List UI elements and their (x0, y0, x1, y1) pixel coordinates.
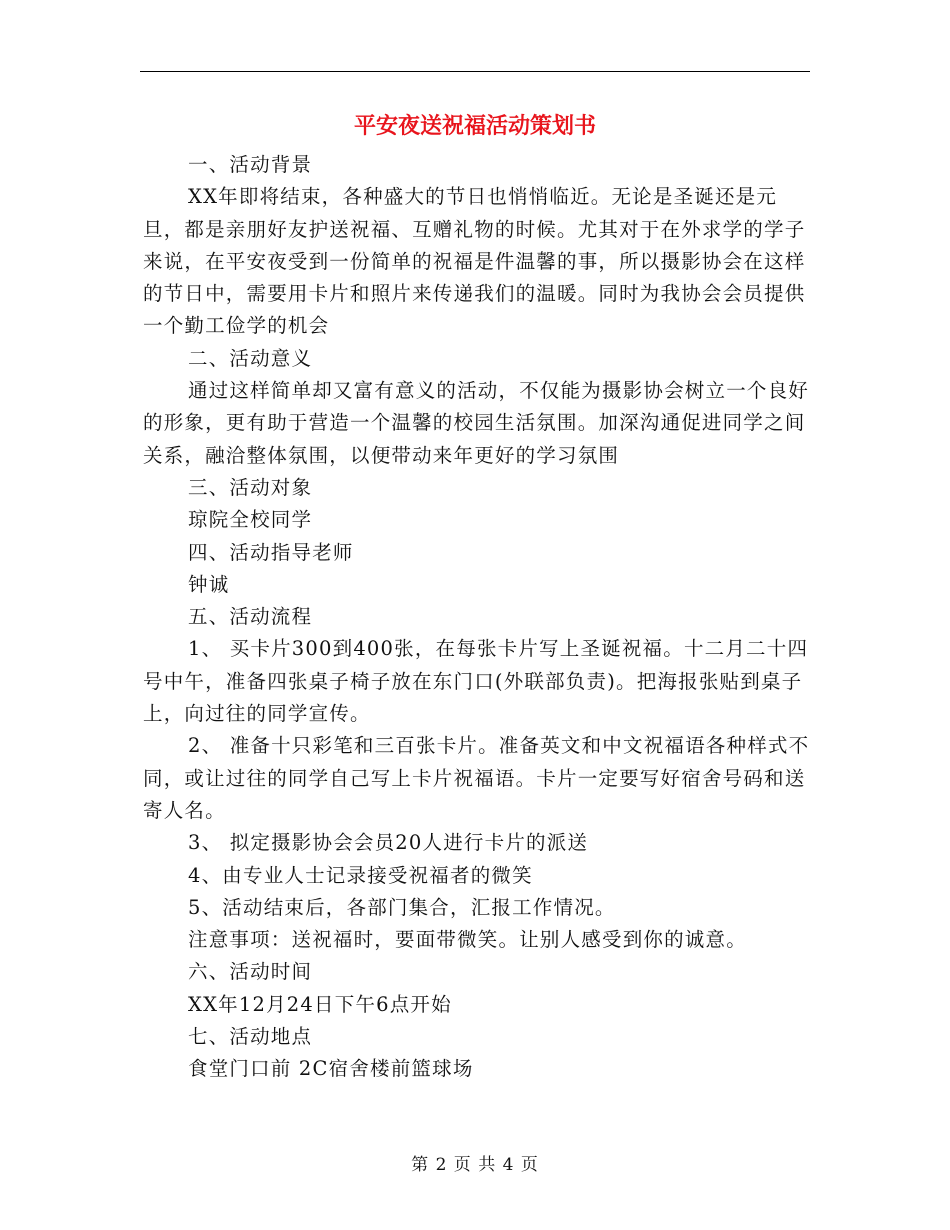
paragraph-time: XX年12月24日下午6点开始 (188, 992, 452, 1016)
section-heading-process: 五、活动流程 (188, 605, 313, 629)
process-step-4: 4、由专业人士记录接受祝福者的微笑 (188, 863, 533, 887)
document-title: 平安夜送祝福活动策划书 (353, 113, 596, 139)
page-number-footer: 第 2 页 共 4 页 (411, 1155, 539, 1175)
section-heading-time: 六、活动时间 (188, 960, 313, 984)
process-step-3: 3、 拟定摄影协会会员20人进行卡片的派送 (188, 831, 589, 855)
paragraph-significance: 通过这样简单却又富有意义的活动，不仅能为摄影协会树立一个良好的形象，更有助于营造一个温馨的校园生活氛围。加深沟通促进同学之间关系，融洽整体氛围，以便带动来年更好的学习氛围 (143, 379, 810, 467)
paragraph-notes: 注意事项：送祝福时，要面带微笑。让别人感受到你的诚意。 (188, 928, 747, 952)
paragraph-audience: 琼院全校同学 (188, 508, 313, 532)
section-heading-advisor: 四、活动指导老师 (188, 540, 354, 564)
process-step-5: 5、活动结束后，各部门集合，汇报工作情况。 (188, 895, 616, 919)
process-step-2: 2、 准备十只彩笔和三百张卡片。准备英文和中文祝福语各种样式不同，或让过往的同学自己写上卡片祝福语。卡片一定要写好宿舍号码和送寄人名。 (143, 734, 810, 822)
paragraph-advisor: 钟诚 (188, 572, 230, 596)
section-heading-audience: 三、活动对象 (188, 475, 313, 499)
section-heading-background: 一、活动背景 (188, 153, 313, 176)
header-rule (140, 71, 810, 72)
section-heading-location: 七、活动地点 (188, 1025, 313, 1049)
section-heading-significance: 二、活动意义 (188, 346, 313, 370)
document-body (143, 149, 811, 1086)
paragraph-location: 食堂门口前 2C宿舍楼前篮球场 (188, 1057, 474, 1081)
process-step-1: 1、 买卡片300到400张，在每张卡片写上圣诞祝福。十二月二十四号中午，准备四张桌子椅子放在东门口(外联部负责)。把海报张贴到桌子上，向过往的同学宣传。 (143, 637, 809, 726)
paragraph-background: XX年即将结束，各种盛大的节日也悄悄临近。无论是圣诞还是元旦，都是亲朋好友护送祝福、互赠礼物的时候。尤其对于在外求学的学子来说，在平安夜受到一份简单的祝福是件温馨的事，所以摄影协会在这样的节日中，需要用卡片和照片来传递我们的温暖。同时为我协会会员提供一个勤工俭学的机会 (143, 185, 806, 338)
